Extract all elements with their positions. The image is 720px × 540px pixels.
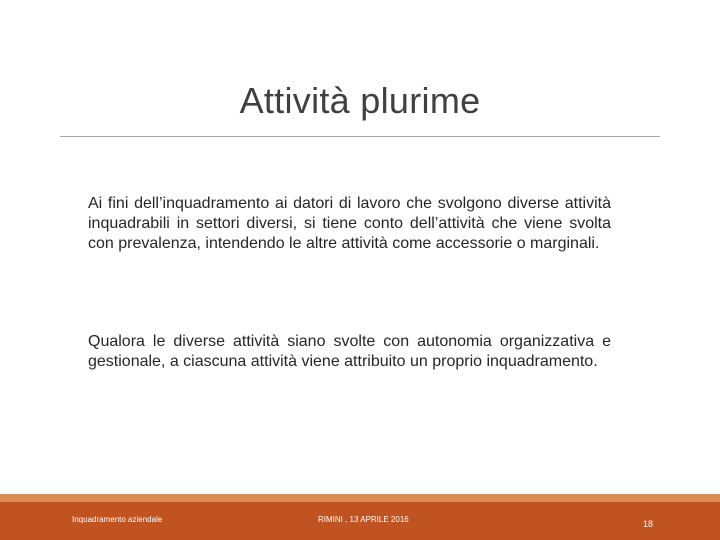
footer-date-text: RIMINI , 13 APRILE 2016 [318,515,409,524]
slide-title: Attività plurime [239,80,481,121]
slide-number: 18 [643,519,654,529]
title-divider [60,136,660,137]
footer-accent-line [0,494,720,502]
body-paragraph-2: Qualora le diverse attività siano svolte con autonomia organizzativa e gestionale, a ciascuna attività viene attribuito un proprio inquadramento. [88,333,611,370]
footer-left-text: Inquadramento aziendale [72,515,163,524]
body-paragraph-1: Ai fini dell’inquadramento ai datori di lavoro che svolgono diverse attività inquadrabili in settori diversi, si tiene conto dell’attività che viene svolta con prevalenza, intendendo le altre attività come accessorie o marginali. [88,195,611,252]
